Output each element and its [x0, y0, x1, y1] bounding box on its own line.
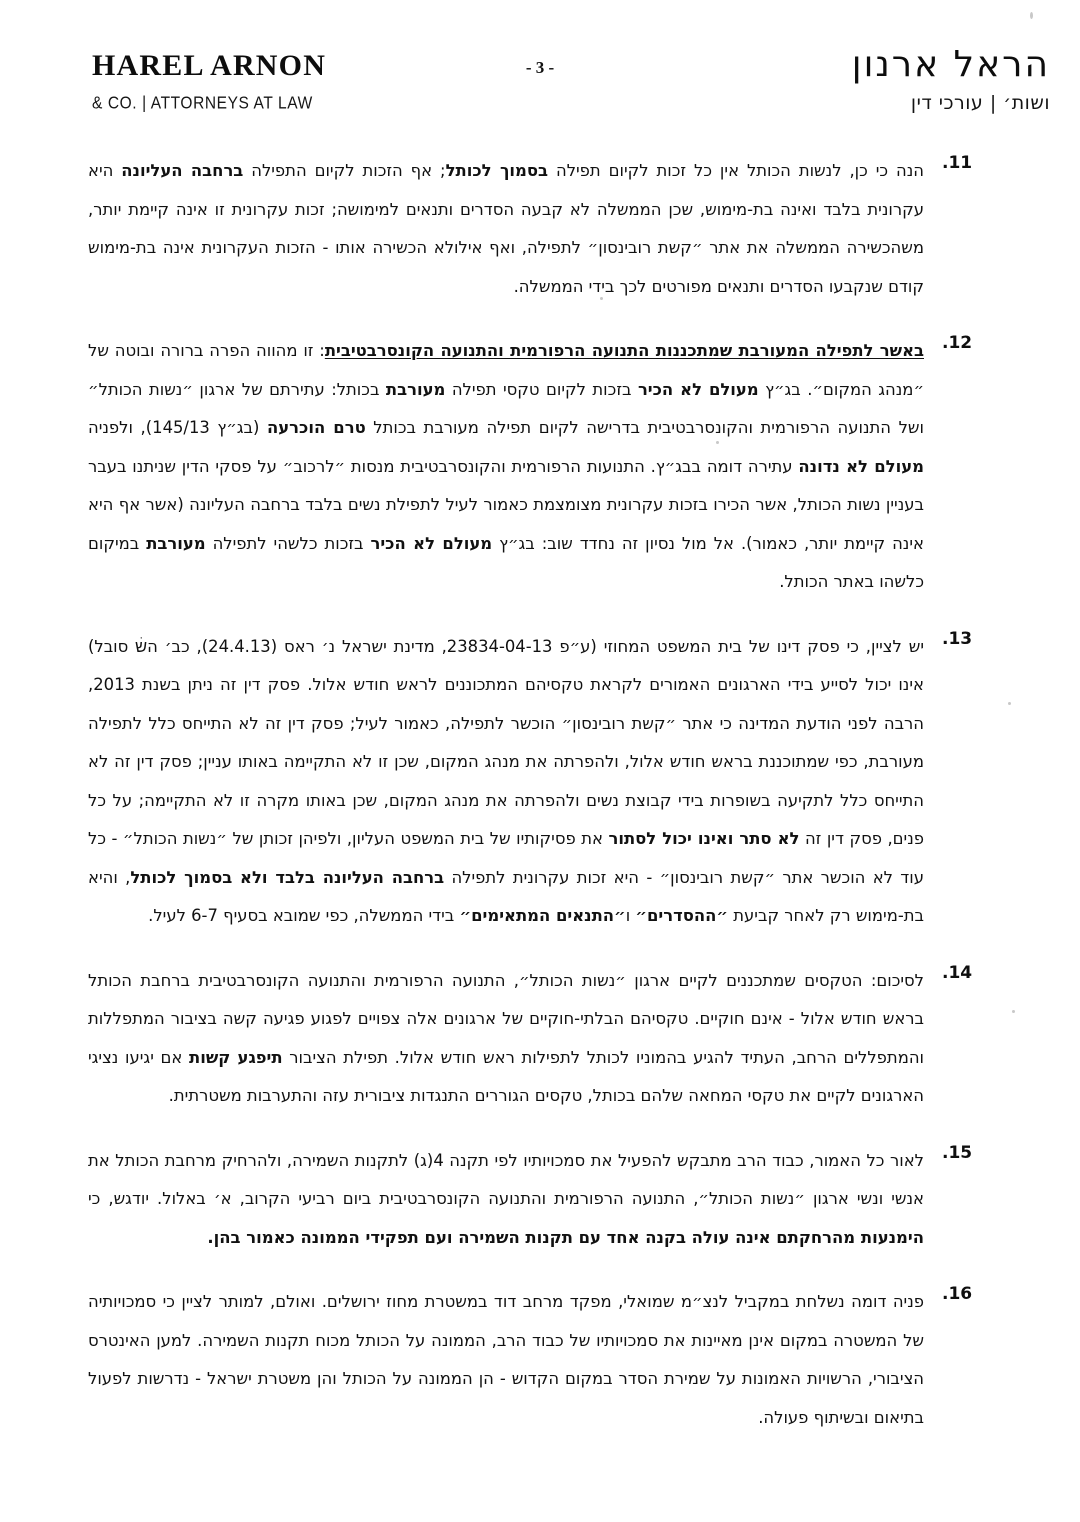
- scan-speck: [600, 297, 603, 300]
- firm-tagline-hebrew: ושות׳ | עורכי דין: [910, 92, 1050, 115]
- clause-text: לאור כל האמור, כבוד הרב מתבקש להפעיל את סמכויותיו לפי תקנה 4(ג) לתקנות השמירה, ולהרחיק מרחבת הכותל את אנשי ונשי ארגון ״נשות הכותל״, התנועה הרפורמית והתנועה הקונסרבטיבית ביום רביעי הקרוב, א׳ באלול. יודגש, כי הימנעות מהרחקתם אינה עולה בקנה אחד עם תקנות השמירה ועם תפקידי הממונה כאמור בהן.: [88, 1150, 924, 1247]
- firm-name-english: HAREL ARNON: [92, 49, 327, 82]
- clause-item: [78, 1283, 1002, 1437]
- clause-item: [78, 628, 1002, 936]
- clause-text: יש לציין, כי פסק דינו של בית המשפט המחוזי (ע״פ 23834-04-13, מדינת ישראל נ׳ ראס (24.4.13), כב׳ השׄ סובל) אינו יכול לסייע בידי הארגונים האמורים לקראת טקסיהם המתכוננים לראש חודש אלול. פסק דין זה ניתן בשנת 2013, הרבה לפני הודעת המדינה כי אתר ״קשת רובינסון״ הוכשר לתפילה, כאמור לעיל; פסק דין זה לא התייחס כלל לתפילה מעורבת, כפי שמתוכננת בראש חודש אלול, ולהפרתה את מנהג המקום, שכן זו לא התקיימה באותו עניין; פסק דין זה לא התייחס כלל לתקיעה בשופרות בידי קבוצת נשים ולהפרתה את מנהג המקום, שכן באותו מקרה זו לא התקיימה; על כל פנים, פסק דין זה לא סתר ואינו יכול לסתור את פסיקותיו של בית המשפט העליון, ולפיהן זכותן של ״נשות הכותל״ - כל עוד לא הוכשר אתר ״קשת רובינסון״ - היא זכות עקרונית לתפילה ברחבה העליונה בלבד ולא בסמוך לכותל, והיא בת-מימוש רק לאחר קביעת ״ההסדרים״ ו״התנאים המתאימים״ בידי הממשלה, כפי שמובא בסעיף 6-7 לעיל.: [88, 636, 925, 925]
- firm-tagline-english: & CO. | ATTORNEYS AT LAW: [92, 93, 313, 113]
- firm-logo-hebrew: [852, 44, 1050, 114]
- scan-speck: [716, 441, 719, 444]
- clause-number: .13: [942, 628, 973, 649]
- clause-number: .11: [942, 153, 973, 173]
- letterhead: [0, 44, 1080, 140]
- clause-number: .14: [942, 962, 973, 983]
- scan-speck: [1030, 12, 1033, 19]
- clause-text: הנה כי כן, לנשות הכותל אין כל זכות לקיום תפילה בסמוך לכותל; אף הזכות לקיום התפילה ברחבה העליונה היא עקרונית בלבד ואינה בת-מימוש, שכן הממשלה לא קבעה הסדרים ותנאים למימושה; זכות עקרונית זו אינה קיימת יותר, משהכשירה הממשלה את אתר ״קשת רובינסון״ לתפילה, ואף אילולא הכשירה אותו - הזכות העקרונית אינה בת-מימוש קודם שנקבעו הסדרים ותנאים מפורטים לכך בידי הממשלה.: [88, 161, 924, 296]
- page-number: - 3 -: [525, 58, 555, 77]
- clause-text: לסיכום: הטקסים שמתכננים לקיים ארגון ״נשות הכותל״, התנועה הרפורמית והתנועה הקונסרבטיבית ברחבת הכותל בראש חודש אלול - אינם חוקיים. טקסיהם הבלתי-חוקיים של ארגונים אלה צפויים לפגוע פגיעה קשה בציבור המתפללות והמתפללים הרחב, העתיד להגיע בהמוניו לכותל לתפילות ראש חודש אלול. תפילת הציבור תיפגע קשות אם יגיעו נציגי הארגונים לקיים את טקסי המחאה שלהם בכותל, טקסים הגוררים התנגדות ציבורית עזה והתערבות משטרתית.: [88, 970, 925, 1105]
- firm-name-hebrew: הראל ארנון: [851, 44, 1050, 85]
- clause-item: [78, 332, 1002, 602]
- clause-item: [78, 152, 1002, 306]
- clause-text: באשר לתפילה המעורבת שמתכננות התנועה הרפורמית והתנועה הקונסרבטיבית: זו מהווה הפרה ברורה ובוטה של ״מנהג המקום״. בג״ץ מעולם לא הכיר בזכות לקיום טקסי תפילה מעורבת בכותל: עתירתם של ארגון ״נשות הכותל״ ושל התנועה הרפורמית והקונסרבטיבית בדרישה לקיום תפילה מעורבת בכותל טרם הוכרעה (בג״ץ 145/13), ולפניה מעולם לא נדונה עתירה דומה בבג״ץ. התנועות הרפורמית והקונסרבטיבית מנסות ״לרכוב״ על פסקי הדין שניתנו בעבר בעניין נשות הכותל, אשר הכירו בזכות עקרונית מצומצמת כאמור לעיל לתפילת נשים בלבד ברחבה העליונה (אשר אף היא אינה קיימת יותר, כאמור). אל מול נסיון זה נחדד שוב: בג״ץ מעולם לא הכיר בזכות כלשהי לתפילה מעורבת במיקום כלשהו באתר הכותל.: [88, 341, 925, 591]
- clause-item: [78, 1142, 1002, 1258]
- clause-number: .15: [942, 1142, 973, 1163]
- scan-speck: [1012, 1010, 1015, 1013]
- clause-text: פניה דומה נשלחת במקביל לנצ״מ שמואלי, מפקד מרחב דוד במשטרת מחוז ירושלים. ואולם, למותר לציין כי סמכויותיה של המשטרה במקום אינן מאיינות את סמכויותיו של כבוד הרב, הממונה על הכותל מכוח תקנות השמירה. למען האינטרס הציבורי, הרשויות האמונות על שמירת הסדר במקום הקדוש - הן הממונה על הכותל והן משטרת ישראל - נדרשות לפעול בתיאום ובשיתוף פעולה.: [88, 1292, 924, 1427]
- scan-speck: [1008, 702, 1011, 705]
- clause-number: .16: [942, 1284, 973, 1304]
- clause-number: .12: [942, 333, 973, 353]
- clause-item: [78, 962, 1002, 1116]
- clause-list: [78, 152, 1002, 1463]
